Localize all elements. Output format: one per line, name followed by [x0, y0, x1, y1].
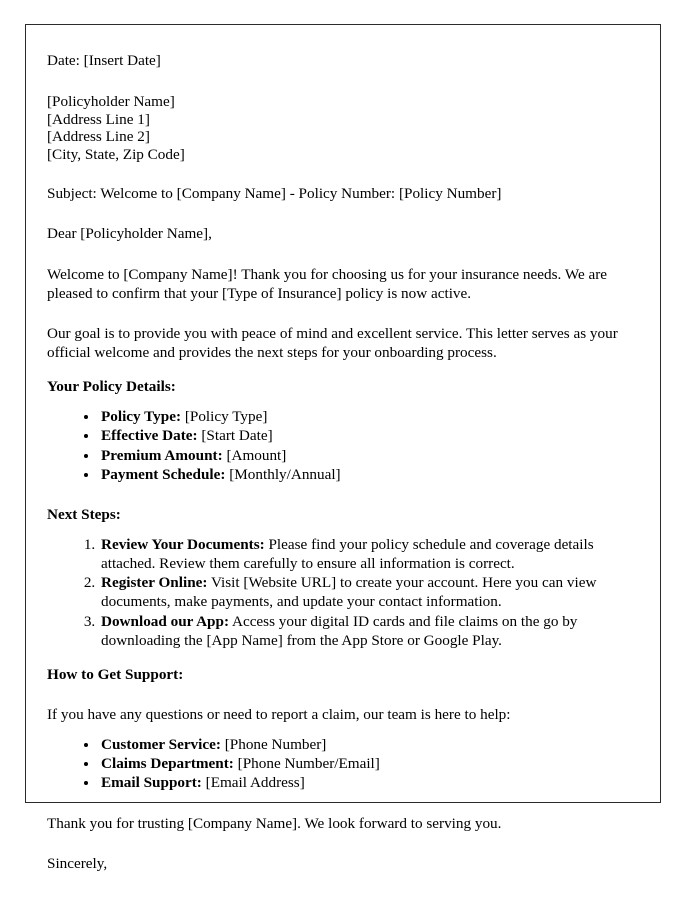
- spacer: [47, 396, 627, 407]
- item-value: [Policy Type]: [184, 408, 268, 426]
- list-item: [99, 465, 627, 484]
- address-line: [Policyholder Name]: [47, 93, 175, 111]
- address-line: [Address Line 2]: [47, 128, 150, 146]
- spacer: [47, 163, 627, 184]
- support-contacts-list: [47, 735, 627, 792]
- item-label: Claims Department:: [101, 755, 234, 773]
- item-label: Premium Amount:: [101, 446, 223, 464]
- list-item: [99, 535, 627, 573]
- item-label: Download our App:: [101, 612, 230, 630]
- list-item: [99, 446, 627, 465]
- next-steps-heading: Next Steps:: [47, 505, 121, 523]
- spacer: [47, 833, 627, 854]
- intro-paragraph: Welcome to [Company Name]! Thank you for choosing us for your insurance needs. We are pleased to confirm that your [Type of Insurance] policy is now active.: [47, 265, 608, 302]
- list-item: [99, 754, 627, 773]
- address-line: [City, State, Zip Code]: [47, 145, 185, 163]
- spacer: [47, 362, 627, 377]
- address-line: [Address Line 1]: [47, 110, 150, 128]
- support-heading: How to Get Support:: [47, 665, 184, 683]
- item-value: [Phone Number/Email]: [237, 755, 380, 773]
- spacer: [47, 303, 627, 324]
- item-label: Policy Type:: [101, 408, 182, 426]
- list-item: [99, 573, 627, 611]
- item-label: Payment Schedule:: [101, 465, 226, 483]
- item-label: Register Online:: [101, 574, 208, 592]
- item-value: Please find your policy schedule and coverage details attached. Review them carefully to ensure all information is correct.: [101, 536, 594, 573]
- spacer: [47, 724, 627, 735]
- item-value: [Phone Number]: [224, 736, 327, 754]
- spacer: [47, 244, 627, 265]
- signoff-line: Sincerely,: [47, 854, 108, 872]
- spacer: [47, 203, 627, 224]
- goal-paragraph: Our goal is to provide you with peace of mind and excellent service. This letter serves as your official welcome and provides the next steps for your onboarding process.: [47, 324, 618, 362]
- salutation: Dear [Policyholder Name],: [47, 225, 212, 243]
- list-item: [99, 612, 627, 650]
- recipient-address-block: [47, 93, 627, 163]
- spacer: [47, 650, 627, 665]
- subject-line: Subject: Welcome to [Company Name] - Policy Number: [Policy Number]: [47, 185, 502, 203]
- list-item: [99, 407, 627, 426]
- item-value: [Start Date]: [201, 427, 273, 445]
- spacer: [47, 524, 627, 535]
- item-label: Review Your Documents:: [101, 536, 265, 554]
- item-value: [Email Address]: [205, 774, 305, 792]
- spacer: [47, 484, 627, 505]
- next-steps-list: [47, 535, 627, 650]
- item-value: Visit [Website URL] to create your account. Here you can view documents, make payments, and update your contact information.: [101, 574, 597, 611]
- item-label: Customer Service:: [101, 736, 221, 754]
- spacer: [47, 793, 627, 814]
- document-page: [25, 24, 661, 872]
- spacer: [47, 70, 627, 93]
- policy-details-list: [47, 407, 627, 484]
- date-line: Date: [Insert Date]: [47, 52, 161, 69]
- item-value: [Amount]: [226, 446, 287, 464]
- support-intro: If you have any questions or need to report a claim, our team is here to help:: [47, 706, 511, 723]
- list-item: [99, 426, 627, 445]
- spacer: [47, 684, 627, 705]
- item-label: Email Support:: [101, 774, 202, 792]
- item-value: Access your digital ID cards and file claims on the go by downloading the [App Name] from the App Store or Google Play.: [101, 612, 578, 649]
- item-value: [Monthly/Annual]: [229, 465, 341, 483]
- closing-paragraph: Thank you for trusting [Company Name]. We look forward to serving you.: [47, 814, 502, 832]
- list-item: [99, 735, 627, 754]
- document-body: [26, 25, 660, 873]
- policy-details-heading: Your Policy Details:: [47, 378, 176, 396]
- list-item: [99, 773, 627, 792]
- item-label: Effective Date:: [101, 427, 198, 445]
